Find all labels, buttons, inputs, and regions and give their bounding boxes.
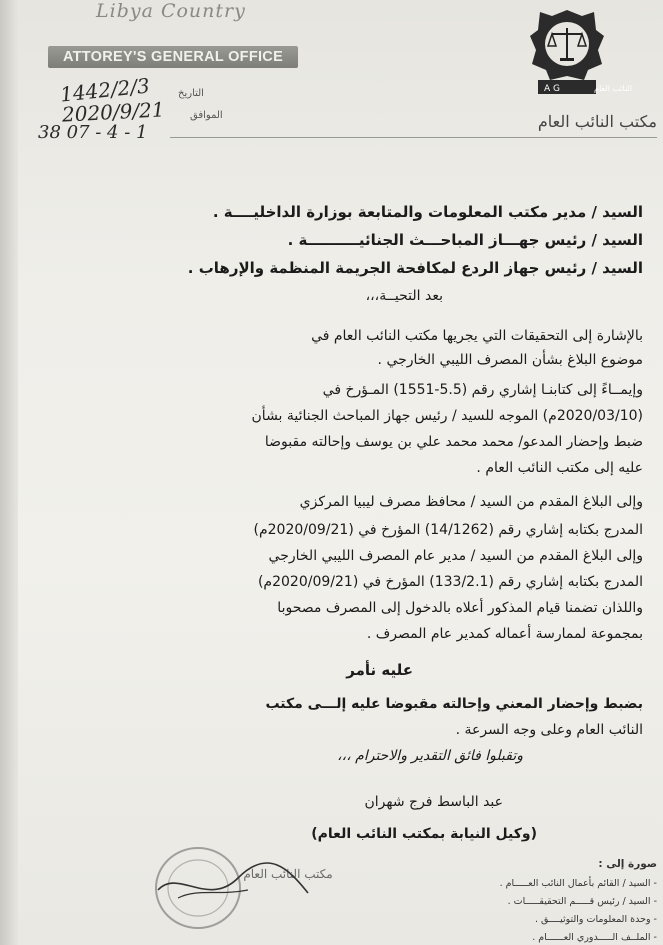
paragraph-line: موضوع البلاغ بشأن المصرف الليبي الخارجي .	[377, 352, 643, 368]
paragraph-line: واللذان تضمنا قيام المذكور أعلاه بالدخول إلى المصرف مصحوبا	[277, 600, 643, 616]
gregorian-date: 2020/9/21	[61, 97, 166, 127]
paragraph-line: المدرج بكتابه إشاري رقم (14/1262) المؤرخ في (2020/09/21م)	[253, 522, 643, 538]
paragraph-line: ضبط وإحضار المدعو/ محمد محمد علي بن يوسف وإحالته مقبوضا	[264, 434, 643, 450]
copy-item: - السيد / رئيس قـــــم التحقيقـــــات .	[507, 896, 657, 907]
paragraph-line: المدرج بكتابه إشاري رقم (133/2.1) المؤرخ في (2020/09/21م)	[257, 574, 643, 590]
office-arabic-title: مكتب النائب العام	[537, 112, 657, 131]
copy-item: - الملــف الـــــدوري العــــــام .	[532, 932, 657, 943]
paragraph-line: بمجموعة لممارسة أعماله كمدير عام المصرف .	[366, 626, 643, 642]
page-fold-shadow	[0, 0, 18, 945]
reference-number: 38 07 - 4 - 1	[38, 122, 148, 143]
signatory-name: عبد الباسط فرج شهران	[364, 794, 503, 810]
paragraph-line: بالإشارة إلى التحقيقات التي يجريها مكتب النائب العام في	[311, 328, 643, 344]
closing-line: وتقبلوا فائق التقدير والاحترام ،،،	[337, 748, 523, 764]
office-english-band: ATTOREY'S GENERAL OFFICE	[48, 46, 298, 68]
addressee-line: السيد / رئيس جهاز الردع لمكافحة الجريمة المنظمة والإرهاب .	[187, 259, 643, 277]
greeting: بعد التحيــة،،،	[365, 288, 443, 304]
signatory-title: (وكيل النيابة بمكتب النائب العام)	[311, 826, 537, 842]
addressee-line: السيد / مدير مكتب المعلومات والمتابعة بوزارة الداخليــــة .	[212, 203, 643, 221]
emblem-caption: النائب العام	[594, 84, 633, 93]
stamp-label: مكتب النائب العام	[243, 867, 333, 881]
paragraph-line: وإيمــاءً إلى كتابنـا إشاري رقم (5.5-1551) المـؤرخ في	[322, 382, 643, 398]
copies-heading: صورة إلى :	[598, 858, 657, 870]
hijri-date: 1442/2/3	[58, 73, 151, 107]
emblem-letters: A G	[544, 84, 560, 94]
order-line: النائب العام وعلى وجه السرعة .	[455, 722, 643, 738]
order-heading: عليه نأمر	[346, 661, 413, 679]
scales-of-justice-emblem-icon	[524, 6, 633, 98]
paragraph-line: وإلى البلاغ المقدم من السيد / محافظ مصرف ليبيا المركزي	[299, 494, 643, 510]
date-block	[38, 73, 258, 143]
paragraph-line: وإلى البلاغ المقدم من السيد / مدير عام المصرف الليبي الخارجي	[268, 548, 643, 564]
country-watermark: Libya Country	[96, 0, 246, 22]
paragraph-line: (2020/03/10م) الموجه للسيد / رئيس جهاز المباحث الجنائية بشأن	[251, 408, 643, 424]
copy-item: - وحدة المعلومات والتوثيــــق .	[534, 914, 657, 925]
addressee-line: السيد / رئيس جهـــاز المباحـــث الجنائيــــــــــة .	[287, 231, 643, 249]
date-label: التاريخ	[178, 88, 204, 99]
copy-item: - السيد / القائم بأعمال النائب العـــــام .	[499, 878, 657, 889]
corresponding-date-label: الموافق	[190, 110, 223, 121]
order-line: بضبط وإحضار المعني وإحالته مقبوضا عليه إلـــى مكتب	[265, 696, 643, 712]
official-stamp-icon	[138, 838, 333, 934]
paragraph-line: عليه إلى مكتب النائب العام .	[476, 460, 643, 476]
